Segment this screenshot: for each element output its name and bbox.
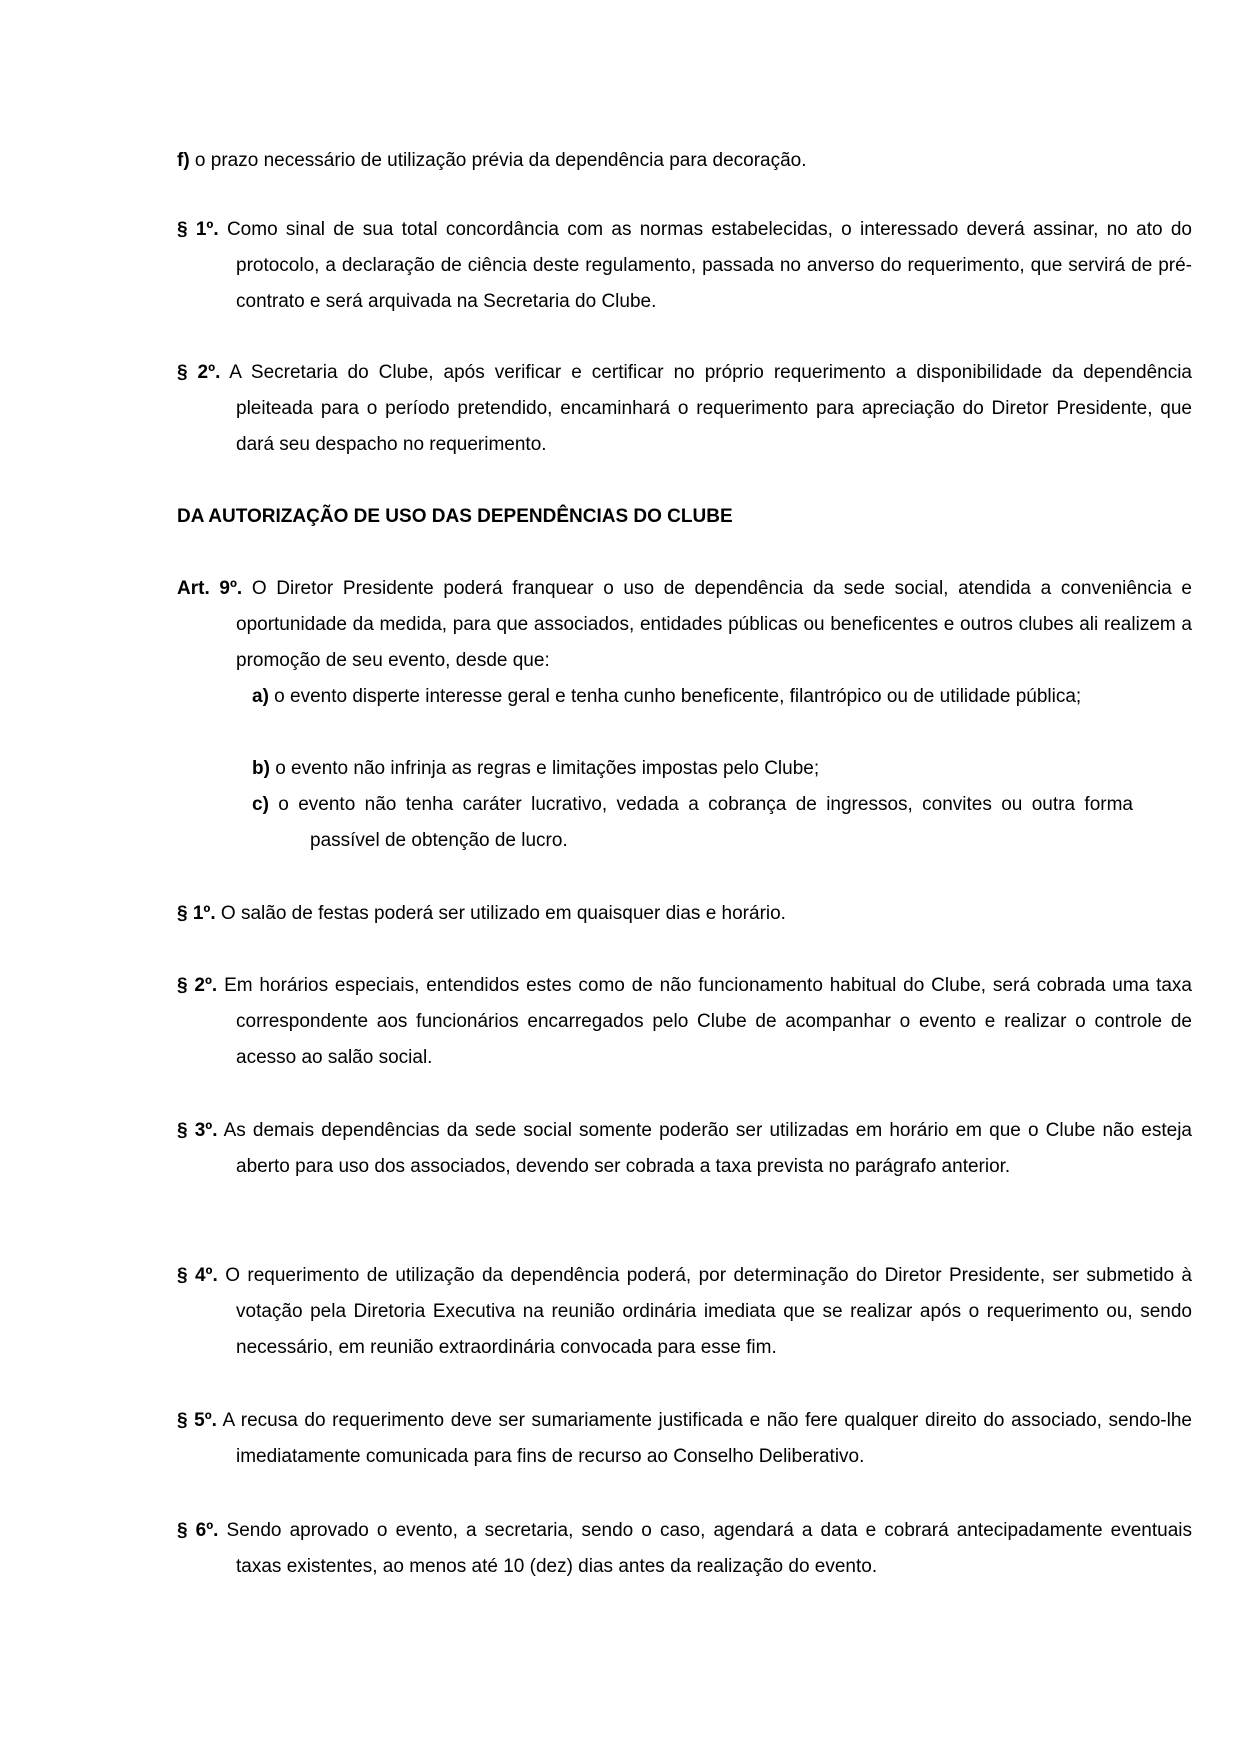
item-f	[177, 143, 1133, 179]
paragraph-label: § 1º.	[177, 219, 219, 240]
list-item-text: o evento não tenha caráter lucrativo, vedada a cobrança de ingressos, convites ou outra forma passível de obtenção de lucro.	[268, 794, 1133, 851]
article-9	[177, 571, 1192, 679]
paragraph-6-art9	[177, 1513, 1192, 1585]
paragraph-text: As demais dependências da sede social somente poderão ser utilizadas em horário em que o Clube não esteja aberto para uso dos associados, devendo ser cobrada a taxa prevista no parágrafo anterior.	[217, 1120, 1192, 1177]
paragraph-label: § 4º.	[177, 1265, 218, 1286]
list-item-label: a)	[252, 686, 269, 707]
article-text: O Diretor Presidente poderá franquear o uso de dependência da sede social, atendida a conveniência e oportunidade da medida, para que associados, entidades públicas ou beneficentes e outros clubes ali realizem a promoção de seu evento, desde que:	[236, 578, 1193, 671]
paragraph-2-art9	[177, 968, 1192, 1076]
list-item-b	[252, 751, 1133, 787]
paragraph-text: Sendo aprovado o evento, a secretaria, sendo o caso, agendará a data e cobrará antecipadamente eventuais taxas existentes, ao menos até 10 (dez) dias antes da realização do evento.	[218, 1520, 1192, 1577]
paragraph-4-art9	[177, 1258, 1192, 1366]
paragraph-text: Como sinal de sua total concordância com as normas estabelecidas, o interessado deverá assinar, no ato do protocolo, a declaração de ciência deste regulamento, passada no anverso do requerimento, que servirá de pré-contrato e será arquivada na Secretaria do Clube.	[218, 219, 1192, 312]
paragraph-text: O salão de festas poderá ser utilizado em quaisquer dias e horário.	[215, 903, 786, 924]
paragraph-text: O requerimento de utilização da dependência poderá, por determinação do Diretor Presidente, ser submetido à votação pela Diretoria Executiva na reunião ordinária imediata que se realizar após o requerimento ou, sendo necessário, em reunião extraordinária convocada para esse fim.	[217, 1265, 1192, 1358]
paragraph-5-art9	[177, 1403, 1192, 1475]
paragraph-3-art9	[177, 1113, 1192, 1185]
paragraph-label: § 2º.	[177, 975, 218, 996]
list-item-text: o evento não infrinja as regras e limitações impostas pelo Clube;	[269, 758, 820, 779]
paragraph-text: Em horários especiais, entendidos estes como de não funcionamento habitual do Clube, será cobrada uma taxa correspondente aos funcionários encarregados pelo Clube de acompanhar o evento e realizar o controle de acesso ao salão social.	[217, 975, 1192, 1068]
list-item-c	[252, 787, 1133, 859]
section-heading: DA AUTORIZAÇÃO DE USO DAS DEPENDÊNCIAS DO CLUBE	[177, 506, 733, 527]
paragraph-label: § 3º.	[177, 1120, 218, 1141]
paragraph-text: A recusa do requerimento deve ser sumariamente justificada e não fere qualquer direito do associado, sendo-lhe imediatamente comunicada para fins de recurso ao Conselho Deliberativo.	[216, 1410, 1192, 1467]
paragraph-label: § 5º.	[177, 1410, 217, 1431]
paragraph-label: § 2º.	[177, 362, 221, 383]
item-label: f)	[177, 150, 190, 171]
paragraph-text: A Secretaria do Clube, após verificar e certificar no próprio requerimento a disponibilidade da dependência pleiteada para o período pretendido, encaminhará o requerimento para apreciação do Diretor Presidente, que dará seu despacho no requerimento.	[220, 362, 1192, 455]
paragraph-2	[177, 355, 1192, 463]
list-item-label: c)	[252, 794, 269, 815]
paragraph-1	[177, 212, 1192, 320]
paragraph-1-art9	[177, 896, 1133, 932]
item-text: o prazo necessário de utilização prévia da dependência para decoração.	[189, 150, 807, 171]
article-label: Art. 9º.	[177, 578, 243, 599]
list-item-a	[252, 679, 1133, 715]
list-item-text: o evento disperte interesse geral e tenha cunho beneficente, filantrópico ou de utilidade pública;	[268, 686, 1082, 707]
paragraph-label: § 6º.	[177, 1520, 219, 1541]
list-item-label: b)	[252, 758, 270, 779]
paragraph-label: § 1º.	[177, 903, 216, 924]
